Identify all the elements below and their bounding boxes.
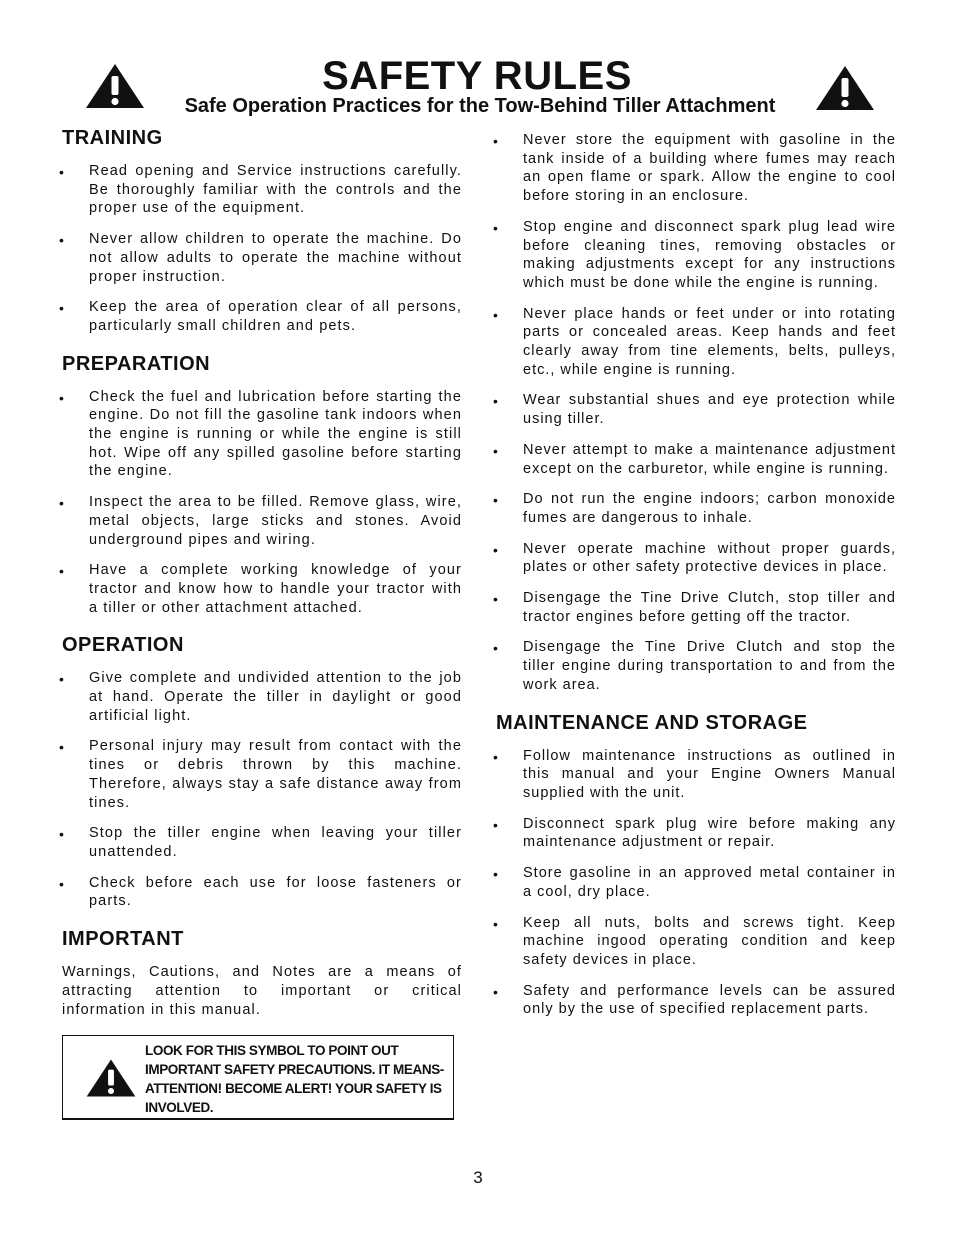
section-heading-important: IMPORTANT xyxy=(62,928,184,951)
list-item: • Never place hands or feet under or into rotating parts or concealed areas. Keep hands and feet clearly away from tine elements, belts, pulleys, etc., while engine is running. xyxy=(496,305,896,380)
important-text: Warnings, Cautions, and Notes are a means of attracting attention to important or critical information in this manual. xyxy=(62,964,462,1018)
list-item: • Store gasoline in an approved metal container in a cool, dry place. xyxy=(496,864,896,901)
callout-text: LOOK FOR THIS SYMBOL TO POINT OUT IMPORTANT SAFETY PRECAUTIONS. IT MEANS-ATTENTION! BECOME ALERT! YOUR SAFETY IS INVOLVED. xyxy=(145,1043,444,1116)
list-item: • Disengage the Tine Drive Clutch, stop tiller and tractor engines before getting off the tractor. xyxy=(496,589,896,626)
list-item: • Wear substantial shues and eye protection while using tiller. xyxy=(496,391,896,428)
list-item: • Personal injury may result from contact with the tines or debris thrown by this machine. Therefore, always stay a safe distance away from tines. xyxy=(62,737,462,812)
page-number: 3 xyxy=(473,1168,483,1187)
maintenance-list xyxy=(496,747,896,1019)
list-item: • Do not run the engine indoors; carbon monoxide fumes are dangerous to inhale. xyxy=(496,490,896,527)
section-heading-operation: OPERATION xyxy=(62,634,184,657)
list-item: • Have a complete working knowledge of your tractor and know how to handle your tractor with a tiller or other attachment attached. xyxy=(62,561,462,617)
list-item: • Safety and performance levels can be assured only by the use of specified replacement parts. xyxy=(496,982,896,1019)
list-item: • Never allow children to operate the machine. Do not allow adults to operate the machine without proper instruction. xyxy=(62,230,462,286)
list-item: • Disconnect spark plug wire before making any maintenance adjustment or repair. xyxy=(496,815,896,852)
list-item: • Never operate machine without proper guards, plates or other safety protective devices in place. xyxy=(496,540,896,577)
list-item: • Follow maintenance instructions as outlined in this manual and your Engine Owners Manual supplied with the unit. xyxy=(496,747,896,803)
list-item: • Give complete and undivided attention to the job at hand. Operate the tiller in daylight or good artificial light. xyxy=(62,669,462,725)
list-item: • Stop engine and disconnect spark plug lead wire before cleaning tines, removing obstacles or making adjustments except for any instructions which must be done while the engine is running. xyxy=(496,218,896,293)
section-heading-maintenance: MAINTENANCE AND STORAGE xyxy=(496,711,808,734)
list-item: • Never store the equipment with gasoline in the tank inside of a building where fumes may reach an open flame or spark. Allow the engine to cool before storing in an enclosure. xyxy=(496,131,896,206)
left-column xyxy=(62,126,462,1120)
list-item: • Keep the area of operation clear of all persons, particularly small children and pets. xyxy=(62,298,462,335)
list-item: • Disengage the Tine Drive Clutch and stop the tiller engine during transportation to and from the work area. xyxy=(496,638,896,694)
operation-continued-list xyxy=(496,131,896,695)
training-list xyxy=(62,162,462,336)
list-item: • Inspect the area to be filled. Remove glass, wire, metal objects, large sticks and stones. Avoid underground pipes and wiring. xyxy=(62,493,462,549)
page-title: SAFETY RULES xyxy=(322,54,632,98)
warning-triangle-icon xyxy=(85,1056,137,1100)
preparation-list xyxy=(62,388,462,618)
page-subtitle: Safe Operation Practices for the Tow-Behind Tiller Attachment xyxy=(184,95,776,117)
safety-symbol-callout xyxy=(62,1035,454,1120)
list-item: • Check the fuel and lubrication before starting the engine. Do not fill the gasoline tank indoors when the engine is running or while the engine is still hot. Wipe off any spilled gasoline before starting the engine. xyxy=(62,388,462,482)
right-column xyxy=(496,131,896,1031)
list-item: • Stop the tiller engine when leaving your tiller unattended. xyxy=(62,824,462,861)
list-item: • Never attempt to make a maintenance adjustment except on the carburetor, while engine is running. xyxy=(496,441,896,478)
section-heading-preparation: PREPARATION xyxy=(62,352,211,375)
list-item: • Keep all nuts, bolts and screws tight. Keep machine ingood operating condition and keep safety devices in place. xyxy=(496,914,896,970)
operation-list xyxy=(62,669,462,911)
list-item: • Check before each use for loose fasteners or parts. xyxy=(62,874,462,911)
list-item: • Read opening and Service instructions carefully. Be thoroughly familiar with the controls and the proper use of the equipment. xyxy=(62,162,462,218)
section-heading-training: TRAINING xyxy=(62,127,163,149)
